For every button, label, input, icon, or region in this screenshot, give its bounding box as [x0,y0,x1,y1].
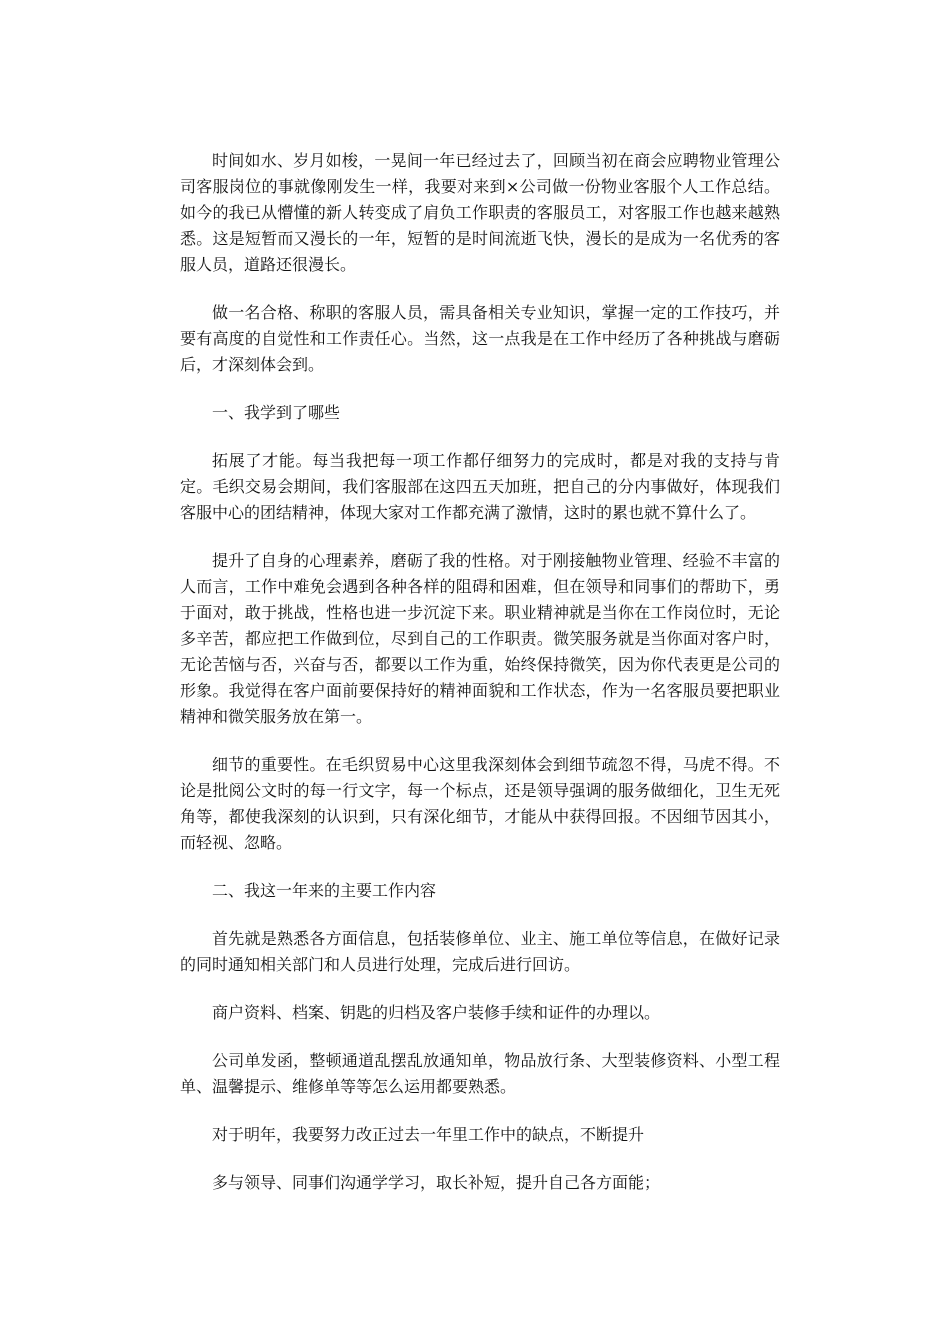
paragraph-details: 细节的重要性。在毛织贸易中心这里我深刻体会到细节疏忽不得，马虎不得。不论是批阅公文时的每一行文字，每一个标点，还是领导强调的服务做细化，卫生无死角等，都使我深刻的认识到，只有深化细节，才能从中获得回报。不因细节因其小，而轻视、忽略。 [180,755,780,852]
paragraph-qualified-staff: 做一名合格、称职的客服人员，需具备相关专业知识，掌握一定的工作技巧，并要有高度的自觉性和工作责任心。当然，这一点我是在工作中经历了各种挑战与磨砺后，才深刻体会到。 [180,303,780,374]
section-heading-main-work: 二、我这一年来的主要工作内容 [212,881,437,900]
paragraph-expanded-skills: 拓展了才能。每当我把每一项工作都仔细努力的完成时，都是对我的支持与肯定。毛织交易会期间，我们客服部在这四五天加班，把自己的分内事做好，体现我们客服中心的团结精神，体现大家对工作都充满了激情，这时的累也就不算什么了。 [180,451,780,522]
paragraph-company-forms: 公司单发函，整顿通道乱摆乱放通知单，物品放行条、大型装修资料、小型工程单、温馨提示、维修单等等怎么运用都要熟悉。 [180,1051,780,1096]
paragraph-mental-quality: 提升了自身的心理素养，磨砺了我的性格。对于刚接触物业管理、经验不丰富的人而言，工作中难免会遇到各种各样的阻碍和困难，但在领导和同事们的帮助下，勇于面对，敢于挑战，性格也进一步沉淀下来。职业精神就是当你在工作岗位时，无论多辛苦，都应把工作做到位，尽到自己的工作职责。微笑服务就是当你面对客户时，无论苦恼与否，兴奋与否，都要以工作为重，始终保持微笑，因为你代表更是公司的形象。我觉得在客户面前要保持好的精神面貌和工作状态，作为一名客服员要把职业精神和微笑服务放在第一。 [180,551,780,726]
paragraph-archives: 商户资料、档案、钥匙的归档及客户装修手续和证件的办理以。 [212,1003,661,1022]
paragraph-next-year: 对于明年，我要努力改正过去一年里工作中的缺点，不断提升 [212,1125,645,1144]
section-heading-learned: 一、我学到了哪些 [212,403,341,422]
paragraph-familiar-info: 首先就是熟悉各方面信息，包括装修单位、业主、施工单位等信息，在做好记录的同时通知相关部门和人员进行处理，完成后进行回访。 [180,929,780,974]
paragraph-communicate: 多与领导、同事们沟通学学习，取长补短，提升自己各方面能； [212,1173,661,1192]
paragraph-intro: 时间如水、岁月如梭，一晃间一年已经过去了，回顾当初在商会应聘物业管理公司客服岗位的事就像刚发生一样，我要对来到×公司做一份物业客服个人工作总结。如今的我已从懵懂的新人转变成了肩负工作职责的客服员工，对客服工作也越来越熟悉。这是短暂而又漫长的一年，短暂的是时间流逝飞快，漫长的是成为一名优秀的客服人员，道路还很漫长。 [180,151,780,274]
document-body [180,148,780,1218]
